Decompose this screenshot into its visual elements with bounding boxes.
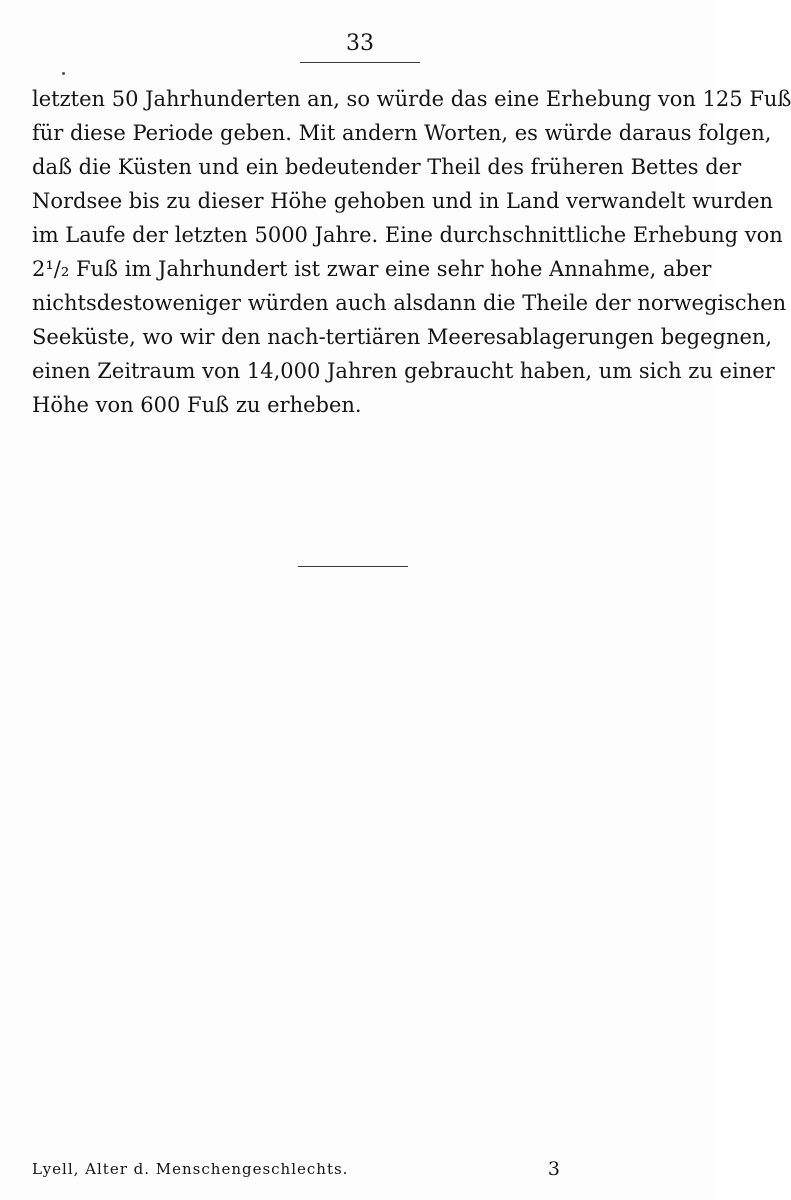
signature-mark: 3 bbox=[547, 1158, 560, 1180]
text-line: Nordsee bis zu dieser Höhe gehoben und in Land verwandelt wurden bbox=[32, 189, 774, 213]
text-line: nichtsdestoweniger würden auch alsdann die Theile der norwegischen bbox=[32, 291, 787, 315]
text-line: daß die Küsten und ein bedeutender Theil des früheren Bettes der bbox=[32, 155, 742, 179]
body-paragraph bbox=[32, 82, 791, 422]
text-line: letzten 50 Jahrhunderten an, so würde das eine Erhebung von 125 Fuß bbox=[32, 87, 791, 111]
text-line: für diese Periode geben. Mit andern Worten, es würde daraus folgen, bbox=[32, 121, 772, 145]
text-line: Seeküste, wo wir den nach-tertiären Meeresablagerungen begegnen, bbox=[32, 325, 773, 349]
page-number: 33 bbox=[346, 31, 374, 56]
ink-speck bbox=[62, 72, 65, 75]
text-line: im Laufe der letzten 5000 Jahre. Eine durchschnittliche Erhebung von bbox=[32, 223, 783, 247]
section-end-rule bbox=[298, 566, 408, 567]
header-rule bbox=[300, 62, 420, 63]
text-line: einen Zeitraum von 14,000 Jahren gebraucht haben, um sich zu einer bbox=[32, 359, 775, 383]
text-line: 2¹/₂ Fuß im Jahrhundert ist zwar eine sehr hohe Annahme, aber bbox=[32, 257, 712, 281]
page-header bbox=[300, 30, 420, 63]
signature-line: Lyell, Alter d. Menschengeschlechts. bbox=[32, 1160, 349, 1178]
text-line-last: Höhe von 600 Fuß zu erheben. bbox=[32, 393, 362, 417]
